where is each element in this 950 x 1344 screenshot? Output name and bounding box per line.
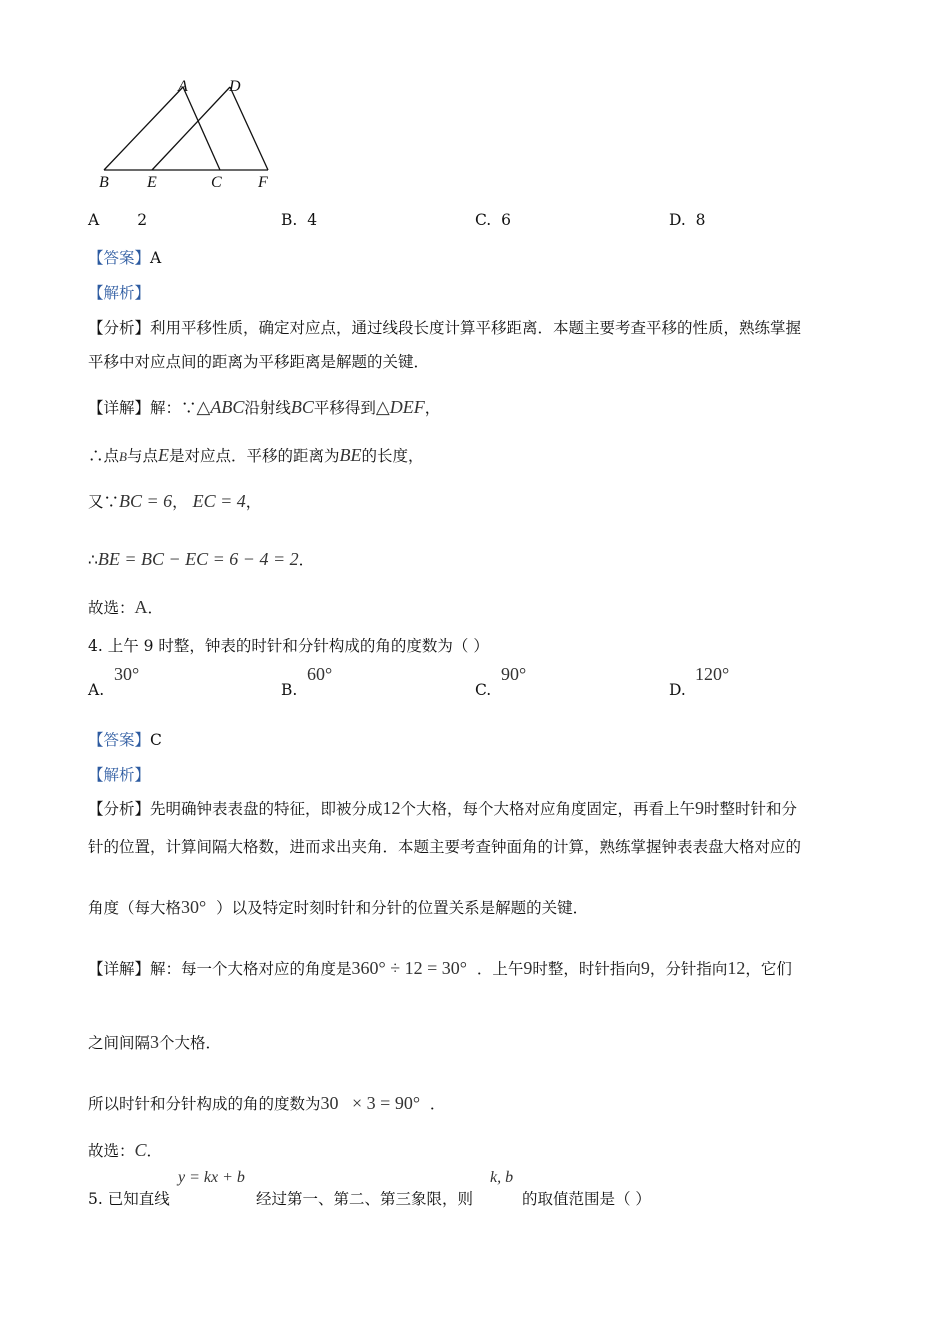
q4-option-c-value: 90° — [501, 664, 527, 684]
label-a: A — [178, 78, 188, 95]
label-c: C — [211, 174, 222, 190]
q3-option-b: B. 4 — [281, 211, 318, 229]
q4-detail-line2: 之间间隔3个大格． — [88, 1032, 222, 1052]
label-b: B — [99, 174, 109, 190]
q4-fenxi-line2: 针的位置，计算间隔大格数，进而求出夹角．本题主要考查钟面角的计算，熟练掌握钟表表盘大格对应的 — [88, 838, 802, 856]
q4-option-a-value: 30° — [114, 664, 140, 684]
q3-detail-line1: 【详解】解：∵△ABC沿射线BC平移得到△DEF， — [88, 397, 441, 417]
q4-fenxi-line3: 角度（每大格30° ）以及特定时刻时针和分针的位置关系是解题的关键． — [88, 897, 589, 917]
q4-answer: 【答案】C — [88, 731, 162, 749]
q5-equation: y = kx + b — [178, 1169, 245, 1186]
q3-option-a: A 2 — [88, 211, 148, 229]
q3-choose: 故选：A． — [88, 597, 164, 617]
q4-fenxi-line1: 【分析】先明确钟表表盘的特征，即被分成12个大格，每个大格对应角度固定，再看上午9时整时针和分 — [88, 798, 798, 818]
q3-detail-line4: ∴BE = BC − EC = 6 − 4 = 2． — [88, 549, 315, 569]
q4-choose: 故选：C． — [88, 1140, 163, 1160]
segment-df — [230, 87, 268, 170]
q3-detail-line3: 又∵BC = 6， EC = 4， — [88, 491, 262, 511]
q3-analysis-tag: 【解析】 — [88, 284, 151, 302]
q4-analysis-tag: 【解析】 — [88, 766, 151, 784]
q5-kb: k, b — [490, 1169, 514, 1186]
translation-figure — [90, 75, 290, 190]
segment-ab — [104, 87, 183, 170]
label-f: F — [258, 174, 268, 190]
q4-option-b-value: 60° — [307, 664, 333, 684]
q3-detail-line2: ∴点B与点E是对应点．平移的距离为BE的长度， — [88, 445, 424, 465]
q3-answer: 【答案】A — [88, 249, 162, 267]
q4-detail-line1: 【详解】解：每一个大格对应的角度是360° ÷ 12 = 30° ．上午9时整，时针指向9，分针指向12，它们 — [88, 958, 792, 978]
q4-option-d-letter: D. — [669, 681, 686, 699]
q4-option-b-letter: B. — [281, 681, 298, 699]
segment-de — [152, 87, 230, 170]
q4-stem: 4. 上午 9 时整，钟表的时针和分针构成的角的度数为（ ） — [88, 637, 489, 655]
q5-stem-a: 5. 已知直线 — [88, 1190, 170, 1208]
q5-stem-c: 的取值范围是（ ） — [522, 1190, 651, 1208]
q3-option-c: C. 6 — [475, 211, 511, 229]
q4-option-c-letter: C. — [475, 681, 492, 699]
q3-fenxi-line2: 平移中对应点间的距离为平移距离是解题的关键． — [88, 353, 430, 371]
q4-option-a-letter: A. — [88, 681, 105, 699]
label-d: D — [229, 78, 241, 95]
q4-option-d-value: 120° — [695, 664, 730, 684]
q3-fenxi-line1: 【分析】利用平移性质，确定对应点，通过线段长度计算平移距离．本题主要考查平移的性质，熟练掌握 — [88, 319, 802, 337]
label-e: E — [147, 174, 157, 190]
q5-stem-b: 经过第一、第二、第三象限，则 — [256, 1190, 474, 1208]
segment-ac — [183, 87, 220, 170]
q4-detail-line3: 所以时针和分针构成的角的度数为30 × 3 = 90° ． — [88, 1093, 446, 1113]
q3-option-d: D. 8 — [669, 211, 706, 229]
